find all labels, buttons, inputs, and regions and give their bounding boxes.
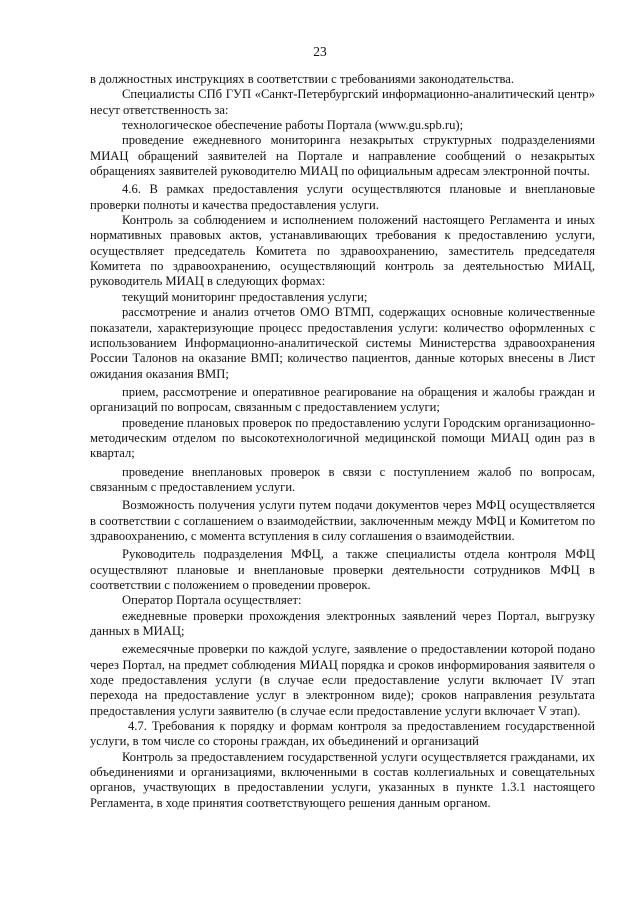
paragraph-15: ежедневные проверки прохождения электронных заявлений через Портал, выгрузку данных в МИАЦ; — [90, 608, 595, 639]
paragraph-7: текущий мониторинг предоставления услуги; — [122, 289, 368, 304]
paragraph-8: рассмотрение и анализ отчетов ОМО ВТМП, содержащих основные количественные показатели, характеризующие процесс предоставления услуги: количество оформленных с использованием Информационно-аналитической системы Министерства здравоохранения России Талонов на оказание ВМП; количество пациентов, данные которых внесены в Лист ожидания оказания ВМП; — [90, 305, 595, 381]
paragraph-18: Контроль за предоставлением государственной услуги осуществляется гражданами, их объединениями и организациями, включенными в состав коллегиальных и совещательных органов, участвующих в предоставлении услуги, указанных в пункте 1.3.1 настоящего Регламента, в ходе принятия соответствующего решения данным органом. — [90, 749, 595, 810]
paragraph-2: Специалисты СПб ГУП «Санкт-Петербургский информационно-аналитический центр» несут ответственность за: — [90, 87, 595, 117]
paragraph-12: Возможность получения услуги путем подачи документов через МФЦ осуществляется в соответствии с соглашением о взаимодействии, заключенным между МФЦ и Комитетом по здравоохранению, с момента вступления в силу соглашения о взаимодействии. — [90, 498, 595, 543]
paragraph-10: проведение плановых проверок по предоставлению услуги Городским организационно-методическим отделом по высокотехнологичной медицинской помощи МИАЦ один раз в квартал; — [90, 415, 595, 461]
paragraph-5: 4.6. В рамках предоставления услуги осуществляются плановые и внеплановые проверки полноты и качества предоставления услуги. — [90, 182, 595, 212]
page-number: 23 — [313, 44, 327, 59]
paragraph-1: в должностных инструкциях в соответствии с требованиями законодательства. — [90, 72, 515, 86]
paragraph-9: прием, рассмотрение и оперативное реагирование на обращения и жалобы граждан и организаций по вопросам, связанным с предоставлением услуги; — [90, 384, 595, 415]
paragraph-14: Оператор Портала осуществляет: — [122, 593, 302, 608]
document-body — [90, 72, 595, 811]
paragraph-13: Руководитель подразделения МФЦ, а также специалисты отдела контроля МФЦ осуществляют плановые и внеплановые проверки деятельности сотрудников МФЦ в соответствии с положением о проведении проверок. — [90, 547, 595, 592]
paragraph-4: проведение ежедневного мониторинга незакрытых структурных подразделениями МИАЦ обращений заявителей на Портале и направление сообщений о незакрытых обращениях заявителей руководителю МИАЦ по официальным адресам электронной почты. — [90, 133, 595, 179]
paragraph-11: проведение внеплановых проверок в связи с поступлением жалоб по вопросам, связанным с предоставлением услуги. — [90, 464, 595, 494]
paragraph-6: Контроль за соблюдением и исполнением положений настоящего Регламента и иных нормативных правовых актов, устанавливающих требования к предоставлению услуги, осуществляет председатель Комитета по здравоохранению, заместитель председателя Комитета по здравоохранению, осуществляющий контроль за деятельностью МИАЦ, руководитель МИАЦ в следующих формах: — [90, 213, 595, 289]
paragraph-3: технологическое обеспечение работы Портала (www.gu.spb.ru); — [122, 118, 464, 133]
section-heading-4-7: 4.7. Требования к порядку и формам контроля за предоставлением государственной услуги, в том числе со стороны граждан, их объединений и организаций — [90, 719, 595, 749]
paragraph-16: ежемесячные проверки по каждой услуге, заявление о предоставлении которой подано через Портал, на предмет соблюдения МИАЦ порядка и сроков информирования заявителя о ходе предоставления услуги (в случае если предоставление услуги включает IV этап перехода на предоставление услуг в электронном виде); сроков направления результата предоставления услуги заявителю (в случае если предоставление услуги включает V этап). — [90, 642, 595, 718]
